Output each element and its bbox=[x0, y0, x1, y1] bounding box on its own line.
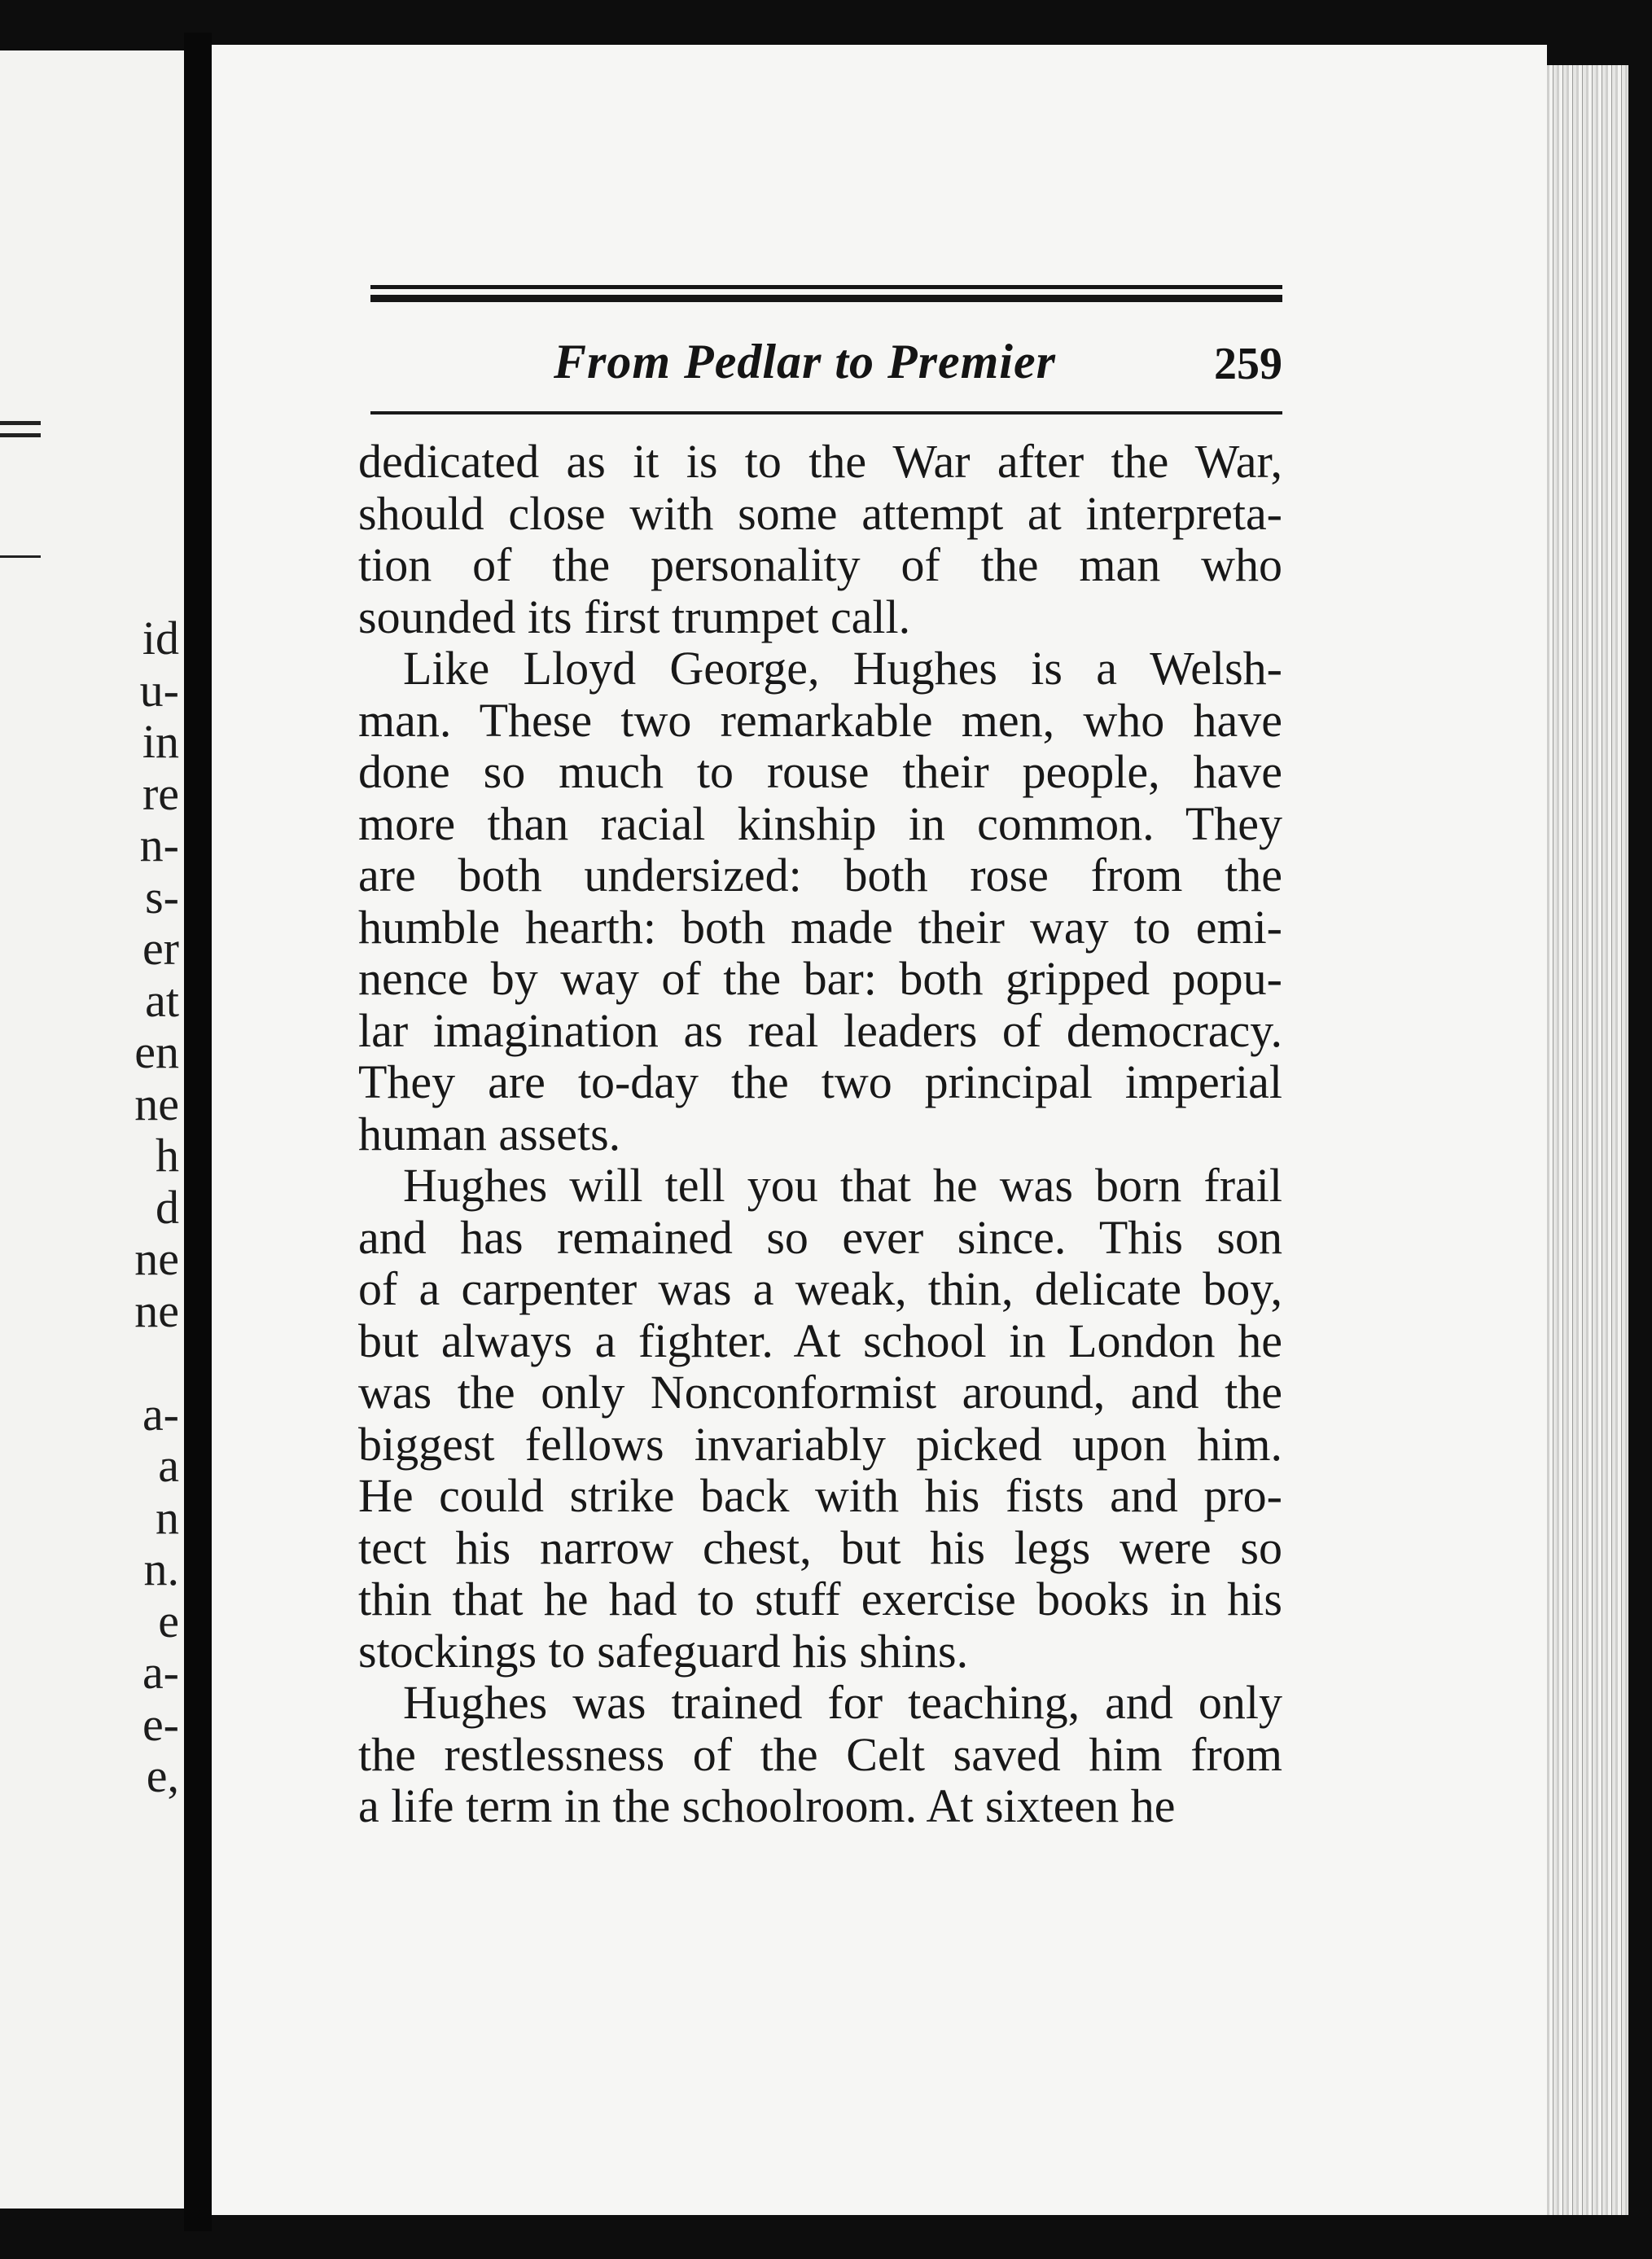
text-line: Hughes was trained for teaching, and only bbox=[403, 1676, 1282, 1729]
running-title: From Pedlar to Premier bbox=[554, 335, 1056, 388]
text-line: done so much to rouse their people, have bbox=[358, 745, 1282, 798]
header-double-rule bbox=[370, 285, 1282, 302]
facing-page-fragment: ne bbox=[134, 1283, 179, 1337]
facing-page-text bbox=[0, 612, 179, 1802]
facing-page-fragment: e- bbox=[142, 1697, 179, 1751]
facing-page-fragment: ne bbox=[134, 1232, 179, 1285]
text-line: Like Lloyd George, Hughes is a Welsh- bbox=[403, 642, 1282, 695]
text-line: thin that he had to stuff exercise books in his bbox=[358, 1573, 1282, 1625]
text-line: man. These two remarkable men, who have bbox=[358, 693, 1282, 747]
page-edges bbox=[1547, 65, 1628, 2215]
text-line: stockings to safeguard his shins. bbox=[358, 1624, 969, 1678]
facing-page-fragment: n bbox=[156, 1490, 179, 1544]
facing-page-fragment: n- bbox=[139, 818, 179, 871]
text-line: dedicated as it is to the War after the War, bbox=[358, 435, 1282, 488]
body-text bbox=[358, 436, 1282, 1832]
facing-page-fragment: s- bbox=[145, 870, 179, 923]
text-line: They are to-day the two principal imperial bbox=[358, 1055, 1282, 1108]
text-line: was the only Nonconformist around, and the bbox=[358, 1366, 1282, 1419]
text-line: tion of the personality of the man who bbox=[358, 538, 1282, 591]
text-line: of a carpenter was a weak, thin, delicate boy, bbox=[358, 1262, 1282, 1315]
facing-page-rule bbox=[0, 421, 41, 425]
text-line: sounded its first trumpet call. bbox=[358, 590, 911, 643]
text-line: are both undersized: both rose from the bbox=[358, 849, 1282, 901]
paragraph bbox=[358, 1160, 1282, 1677]
facing-page-fragment: u- bbox=[139, 663, 179, 717]
text-line: nence by way of the bar: both gripped popu- bbox=[358, 952, 1282, 1005]
facing-page-rule bbox=[0, 555, 41, 558]
facing-page-fragment: er bbox=[142, 922, 179, 975]
text-line: the restlessness of the Celt saved him from bbox=[358, 1727, 1282, 1781]
text-line: humble hearth: both made their way to emi- bbox=[358, 900, 1282, 954]
facing-page-fragment: id bbox=[142, 612, 179, 665]
text-line: a life term in the schoolroom. At sixteen he bbox=[358, 1779, 1176, 1832]
facing-page-rule bbox=[0, 433, 41, 437]
facing-page-fragment: a- bbox=[142, 1387, 179, 1441]
facing-page-fragment: e bbox=[158, 1594, 179, 1647]
facing-page-fragment: h bbox=[156, 1129, 179, 1182]
text-line: should close with some attempt at interpreta- bbox=[358, 486, 1282, 540]
facing-page-fragment: e, bbox=[146, 1749, 179, 1802]
text-line: Hughes will tell you that he was born frail bbox=[403, 1159, 1282, 1212]
facing-page-fragment: in bbox=[142, 715, 179, 768]
text-line: and has remained so ever since. This son bbox=[358, 1210, 1282, 1264]
book-gutter bbox=[184, 33, 212, 2231]
page-number: 259 bbox=[1214, 339, 1282, 389]
facing-page-fragment: ne bbox=[134, 1077, 179, 1130]
facing-page-fragment: n. bbox=[143, 1542, 179, 1595]
text-line: more than racial kinship in common. They bbox=[358, 796, 1282, 850]
paragraph bbox=[358, 436, 1282, 643]
facing-page-fragment: re bbox=[142, 766, 179, 820]
paragraph bbox=[358, 643, 1282, 1160]
text-line: lar imagination as real leaders of democracy. bbox=[358, 1003, 1282, 1057]
text-line: tect his narrow chest, but his legs were so bbox=[358, 1520, 1282, 1574]
facing-page bbox=[0, 50, 184, 2209]
text-line: He could strike back with his fists and pro- bbox=[358, 1469, 1282, 1522]
facing-page-fragment: a- bbox=[142, 1646, 179, 1699]
text-line: biggest fellows invariably picked upon him. bbox=[358, 1417, 1282, 1471]
running-header bbox=[370, 330, 1282, 403]
header-rule bbox=[370, 411, 1282, 415]
facing-page-fragment bbox=[0, 1336, 179, 1388]
facing-page-fragment: at bbox=[145, 973, 179, 1027]
text-line: but always a fighter. At school in London he bbox=[358, 1314, 1282, 1367]
facing-page-fragment: a bbox=[158, 1439, 179, 1492]
text-line: human assets. bbox=[358, 1107, 621, 1160]
facing-page-fragment: en bbox=[134, 1025, 179, 1078]
facing-page-fragment: d bbox=[156, 1180, 179, 1234]
paragraph bbox=[358, 1677, 1282, 1832]
